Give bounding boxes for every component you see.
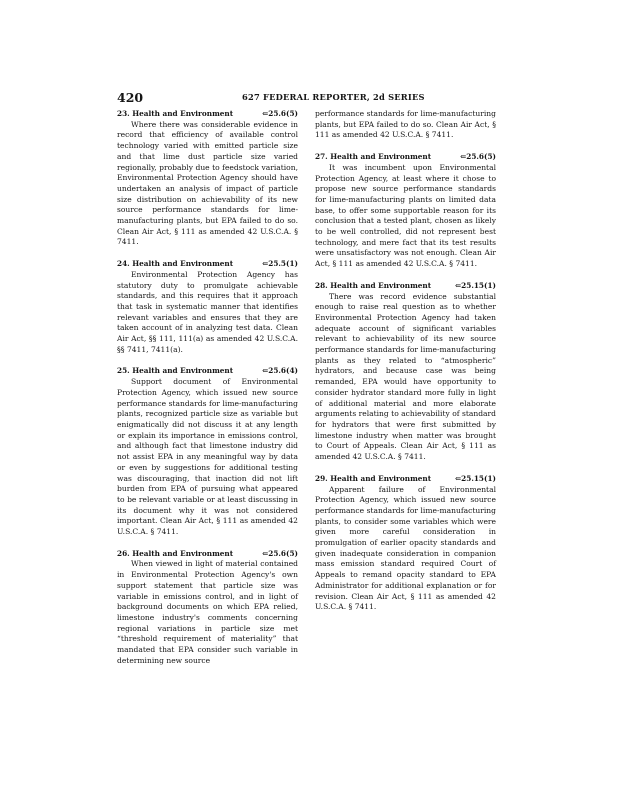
running-head: 627 FEDERAL REPORTER, 2d SERIES — [242, 92, 425, 102]
key-number-ref: ⇐25.6(5) — [262, 548, 298, 558]
headnote-text: When viewed in light of material contained in Environmental Protection Agency's own support statement that particle size was variable in emissions control, and in light of background documents on which EPA relied, limestone industry's comments concerning regional variations in particle size met “threshold requirement of materiality” that mandated that EPA consider such variable in determining new source — [117, 559, 298, 665]
key-number-ref: ⇐25.15(1) — [455, 473, 496, 483]
headnote-23 — [117, 109, 298, 248]
headnote-heading — [315, 152, 496, 163]
headnote-number: 27. — [315, 152, 328, 162]
headnote-text: Support document of Environmental Protection Agency, which issued new source performance standards for lime-manufacturing plants, recognized particle size as variable but enigmatically did not discuss it at any length or explain its importance in emissions control, and although fact that limestone industry did not assist EPA in any meaningful way by data or even by suggestions for additional testing was discouraging, that inaction did not lift burden from EPA of pursuing what appeared to be relevant variable or at least discussing in its document why it was not considered important. Clean Air Act, § 111 as amended 42 U.S.C.A. § 7411. — [117, 377, 298, 537]
headnote-topic: Health and Environment — [330, 473, 432, 483]
headnote-26 — [117, 549, 298, 667]
headnote-text: Where there was considerable evidence in record that efficiency of available control technology varied with emitted particle size and that lime dust particle size varied regionally, probably due to feedstock variation, Environmental Protection Agency should have undertaken an analysis of impact of particle size distribution on achievability of its new source performance standards for lime-manufacturing plants, but EPA failed to do so. Clean Air Act, § 111 as amended 42 U.S.C.A. § 7411. — [117, 119, 298, 247]
headnote-29 — [315, 474, 496, 613]
headnote-heading — [117, 259, 298, 270]
headnote-text: performance standards for lime-manufacturing plants, but EPA failed to do so. Clean Air Act, § 111 as amended 42 U.S.C.A. § 7411. — [315, 109, 496, 140]
key-number-ref: ⇐25.5(1) — [262, 259, 298, 269]
key-number-ref: ⇐25.6(4) — [262, 366, 298, 376]
headnote-topic: Health and Environment — [132, 109, 234, 118]
headnote-heading — [117, 366, 298, 377]
headnote-text: It was incumbent upon Environmental Protection Agency, at least where it chose to propose new source performance standards for lime-manufacturing plants on limited data base, to offer some supportable reason for its conclusion that a tested plant, chosen as likely to be well controlled, did not represent best technology, and mere fact that its test results were unsatisfactory was not enough. Clean Air Act, § 111 as amended 42 U.S.C.A. § 7411. — [315, 162, 496, 269]
headnote-heading — [117, 549, 298, 560]
headnote-text: Apparent failure of Environmental Protection Agency, which issued new source performance standards for lime-manufacturing plants, to consider some variables which were given more careful consideration in promulgation of earlier opacity standards and given inadequate consideration in companion mass emission standard required Court of Appeals to remand opacity standard to EPA Administrator for additional explanation or for revision. Clean Air Act, § 111 as amended 42 U.S.C.A. § 7411. — [315, 484, 496, 612]
right-column — [315, 109, 496, 613]
headnote-28 — [315, 281, 496, 463]
key-number-ref: ⇐25.6(5) — [262, 109, 298, 118]
left-column — [117, 109, 298, 666]
key-number-ref: ⇐25.15(1) — [455, 280, 496, 290]
headnote-number: 24. — [117, 259, 130, 269]
headnote-24 — [117, 259, 298, 355]
headnote-heading — [315, 474, 496, 485]
headnote-topic: Health and Environment — [132, 259, 234, 269]
headnote-26-continued — [315, 109, 496, 141]
headnote-number: 23. — [117, 109, 130, 118]
headnote-number: 28. — [315, 280, 328, 290]
headnote-number: 29. — [315, 473, 328, 483]
headnote-heading — [315, 281, 496, 292]
headnote-number: 25. — [117, 366, 130, 376]
key-number-ref: ⇐25.6(5) — [460, 152, 496, 162]
headnote-topic: Health and Environment — [132, 548, 234, 558]
headnote-text: Environmental Protection Agency has statutory duty to promulgate achievable standards, and this requires that it approach that task in systematic manner that identifies relevant variables and ensures that they are taken account of in analyzing test data. Clean Air Act, §§ 111, 111(a) as amended 42 U.S.C.A. §§ 7411, 7411(a). — [117, 269, 298, 354]
headnote-topic: Health and Environment — [330, 152, 432, 162]
headnote-25 — [117, 366, 298, 537]
headnote-heading — [117, 109, 298, 120]
headnote-topic: Health and Environment — [132, 366, 234, 376]
headnote-number: 26. — [117, 548, 130, 558]
headnote-text: There was record evidence substantial enough to raise real question as to whether Environmental Protection Agency had taken adequate account of significant variables relevant to achievability of its new source performance standards for lime-manufacturing plants as they related to “atmospheric” hydrators, and because case was being remanded, EPA would have opportunity to consider hydrator standard more fully in light of additional material and more elaborate arguments relating to achievability of standard for hydrators that were first submitted by limestone industry when matter was brought to Court of Appeals. Clean Air Act, § 111 as amended 42 U.S.C.A. § 7411. — [315, 291, 496, 462]
headnote-27 — [315, 152, 496, 270]
page-number: 420 — [117, 90, 144, 105]
headnote-topic: Health and Environment — [330, 280, 432, 290]
